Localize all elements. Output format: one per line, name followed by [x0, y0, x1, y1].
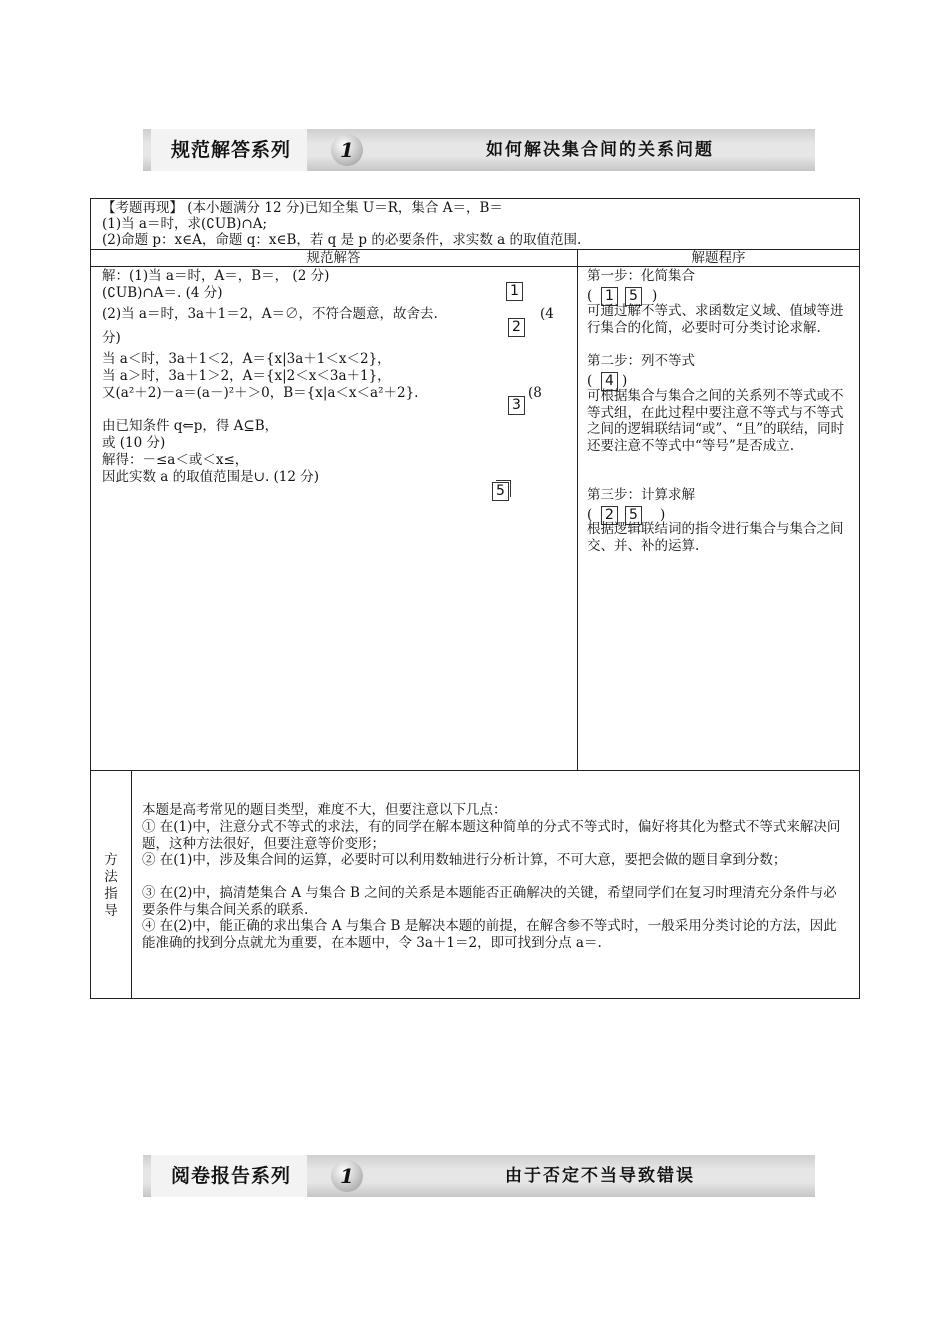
table-divider-method	[90, 770, 860, 771]
step-marker-5: 5	[492, 482, 509, 501]
method-point-1: ① 在(1)中，注意分式不等式的求法，有的同学在解本题这种简单的分式不等式时，偏好将其化为整式不等式来解决问题，这种方法很好，但要注意等价变形；	[142, 819, 841, 852]
step-marker-2: 2	[508, 318, 525, 337]
step3-title: 第三步：计算求解	[587, 487, 695, 503]
step1-body: 可通过解不等式、求函数定义域、值域等进行集合的化简，必要时可分类讨论求解.	[587, 303, 844, 336]
step3-marker-a: 2	[601, 506, 618, 525]
bottom-banner	[143, 1150, 815, 1202]
header-standard-solution: 规范解答	[306, 250, 361, 266]
solution-line: (2)当 a＝时，3a＋1＝2，A＝∅，不符合题意，故舍去.	[102, 306, 438, 322]
method-label-char: 法	[104, 869, 118, 885]
method-intro: 本题是高考常见的题目类型，难度不大，但要注意以下几点：	[142, 802, 507, 818]
step-marker-3: 3	[508, 396, 525, 415]
method-point-3: ③ 在(2)中，搞清楚集合 A 与集合 B 之间的关系是本题能否正确解决的关键，希望同学们在复习时理清充分条件与必要条件与集合间关系的联系.	[142, 885, 837, 918]
top-banner	[143, 124, 815, 176]
step1-paren-open: (	[587, 288, 593, 304]
problem-line-3: (2)命题 p：x∈A，命题 q：x∈B，若 q 是 p 的必要条件，求实数 a 的取值范围.	[102, 232, 582, 248]
table-column-divider	[577, 249, 578, 770]
solution-score-4: (4	[540, 306, 554, 322]
solution-line: 由已知条件 q⇐p，得 A⊆B，	[102, 418, 279, 434]
problem-line-1: 【考题再现】 (本小题满分 12 分)已知全集 U＝R，集合 A＝，B＝	[102, 200, 503, 216]
solution-score-8: (8	[528, 385, 542, 401]
method-label-char: 方	[104, 852, 118, 868]
solution-line: 因此实数 a 的取值范围是∪. (12 分)	[102, 469, 320, 485]
solution-line: 或 (10 分)	[102, 435, 166, 451]
solution-line: (∁UB)∩A＝. (4 分)	[102, 285, 223, 301]
step2-marker-a: 4	[601, 372, 618, 391]
banner-series-label: 规范解答系列	[151, 129, 307, 171]
step2-title: 第二步：列不等式	[587, 353, 695, 369]
solution-line: 分)	[102, 330, 121, 346]
step1-title: 第一步：化简集合	[587, 268, 695, 284]
solution-line: 当 a＞时，3a＋1＞2，A＝{x|2＜x＜3a＋1}，	[102, 368, 391, 384]
banner-number-badge: 1	[331, 1160, 363, 1192]
step2-paren-open: (	[587, 373, 593, 389]
problem-line-2: (1)当 a＝时，求(∁UB)∩A;	[102, 216, 267, 232]
step2-body: 可根据集合与集合之间的关系列不等式或不等式组，在此过程中要注意不等式与不等式之间的逻辑联结词“或”、“且”的联结，同时还要注意不等式中“等号”是否成立.	[587, 388, 845, 454]
step3-marker-b: 5	[625, 506, 642, 525]
header-solving-procedure: 解题程序	[691, 250, 746, 266]
step3-paren-open: (	[587, 507, 593, 523]
solution-line: 解：(1)当 a＝时，A＝，B＝， (2 分)	[102, 268, 330, 284]
step3-body: 根据逻辑联结词的指令进行集合与集合之间交、并、补的运算.	[587, 521, 844, 554]
banner-number-badge: 1	[331, 134, 363, 166]
method-point-4: ④ 在(2)中，能正确的求出集合 A 与集合 B 是解决本题的前提，在解含参不等式时，一般采用分类讨论的方法，因此能准确的找到分点就尤为重要，在本题中，令 3a＋1＝2，即可找到分点 a＝.	[142, 918, 837, 951]
method-point-2: ② 在(1)中，涉及集合间的运算，必要时可以利用数轴进行分析计算，不可大意，要把会做的题目拿到分数；	[142, 852, 787, 868]
step1-marker-a: 1	[601, 287, 618, 306]
step-marker-1: 1	[506, 282, 523, 301]
solution-line: 当 a＜时，3a＋1＜2，A＝{x|3a＋1＜x＜2}，	[102, 351, 391, 367]
step2-paren-close: )	[622, 373, 628, 389]
method-label-divider	[131, 770, 132, 999]
method-label-char: 导	[104, 903, 118, 919]
solution-line: 解得：－≤a＜或＜x≤，	[102, 452, 249, 468]
solution-line: 又(a²＋2)－a＝(a－)²＋＞0，B＝{x|a＜x＜a²＋2}.	[102, 385, 419, 401]
banner-series-label: 阅卷报告系列	[151, 1155, 307, 1197]
banner-title: 由于否定不当导致错误	[505, 1166, 695, 1186]
step3-paren-close: )	[660, 507, 666, 523]
step1-marker-b: 5	[625, 287, 642, 306]
banner-title: 如何解决集合间的关系问题	[486, 140, 714, 160]
method-label-char: 指	[104, 886, 118, 902]
step1-paren-close: )	[652, 288, 658, 304]
